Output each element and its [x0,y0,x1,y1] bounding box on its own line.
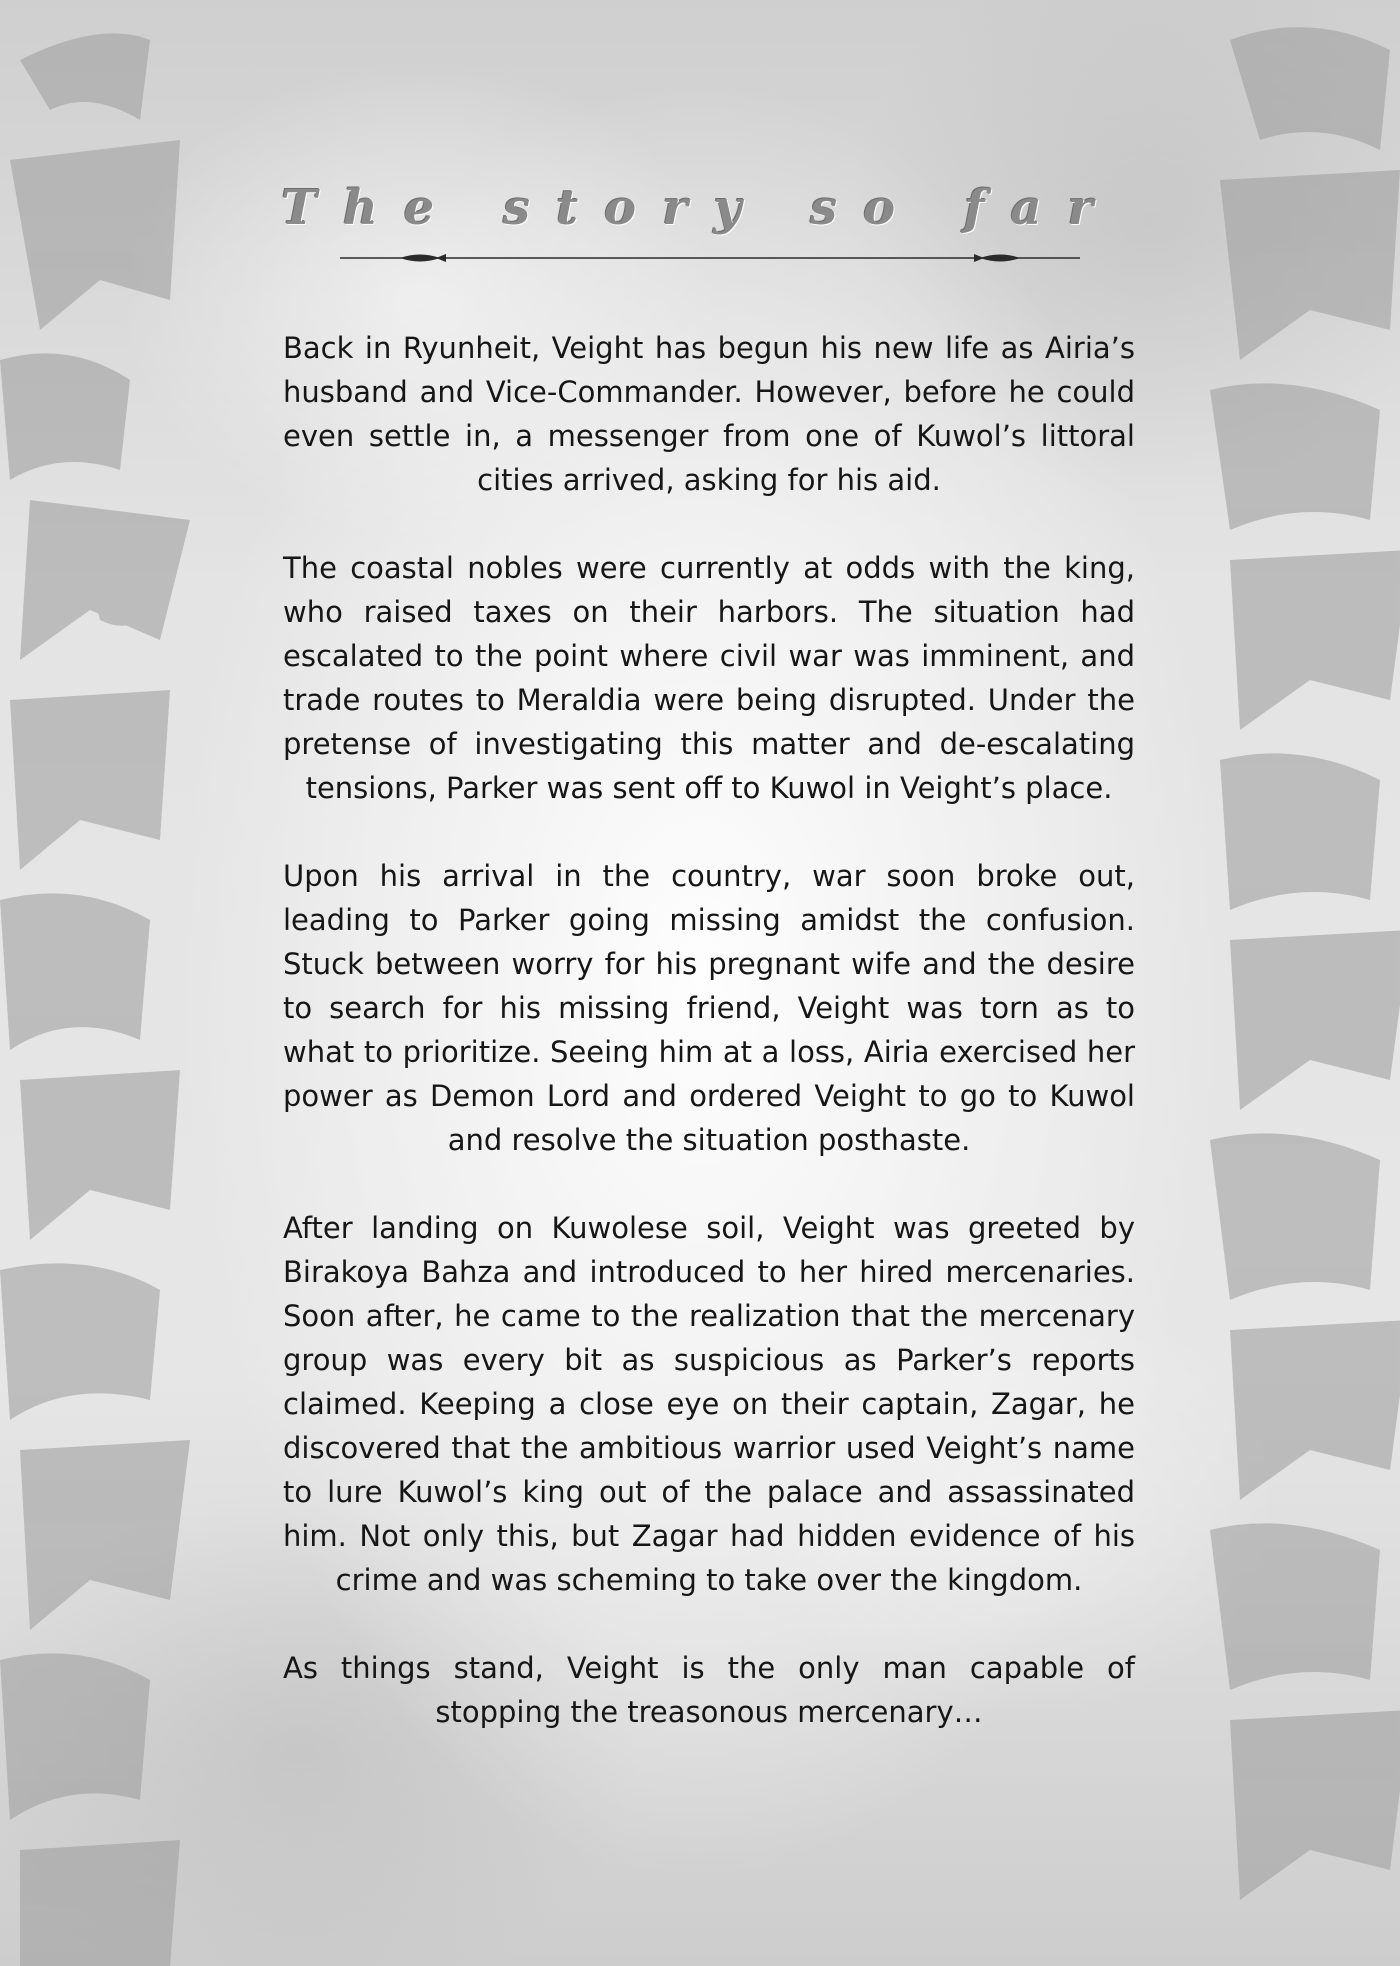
left-blackletter-ornament [0,0,240,1966]
story-paragraph: As things stand, Veight is the only man capable of stopping the treasonous mercenary… [283,1651,1135,1729]
right-blackletter-ornament [1170,0,1400,1966]
story-paragraph: The coastal nobles were currently at odds with the king, who raised taxes on their harbors. The situation had escalated to the point where civil war was imminent, and trade routes to Meraldia were being disrupted. Under the pretense of investigating this matter and de-escalating tensions, Parker was sent off to Kuwol in Veight’s place. [283,551,1135,805]
story-paragraph: Upon his arrival in the country, war soon broke out, leading to Parker going missing amidst the confusion. Stuck between worry for his pregnant wife and the desire to search for his missing friend, Veight was torn as to what to prioritize. Seeing him at a loss, Airia exercised her power as Demon Lord and ordered Veight to go to Kuwol and resolve the situation posthaste. [283,859,1135,1157]
page-title: The story so far [281,180,1119,236]
title-divider [340,246,1080,270]
story-text [283,326,1135,1778]
story-paragraph: After landing on Kuwolese soil, Veight was greeted by Birakoya Bahza and introduced to her hired mercenaries. Soon after, he came to the realization that the mercenary group was every bit as suspicious as Parker’s reports claimed. Keeping a close eye on their captain, Zagar, he discovered that the ambitious warrior used Veight’s name to lure Kuwol’s king out of the palace and assassinated him. Not only this, but Zagar had hidden evidence of his crime and was scheming to take over the kingdom. [283,1211,1135,1597]
story-paragraph: Back in Ryunheit, Veight has begun his new life as Airia’s husband and Vice-Commander. However, before he could even settle in, a messenger from one of Kuwol’s littoral cities arrived, asking for his aid. [283,331,1135,497]
